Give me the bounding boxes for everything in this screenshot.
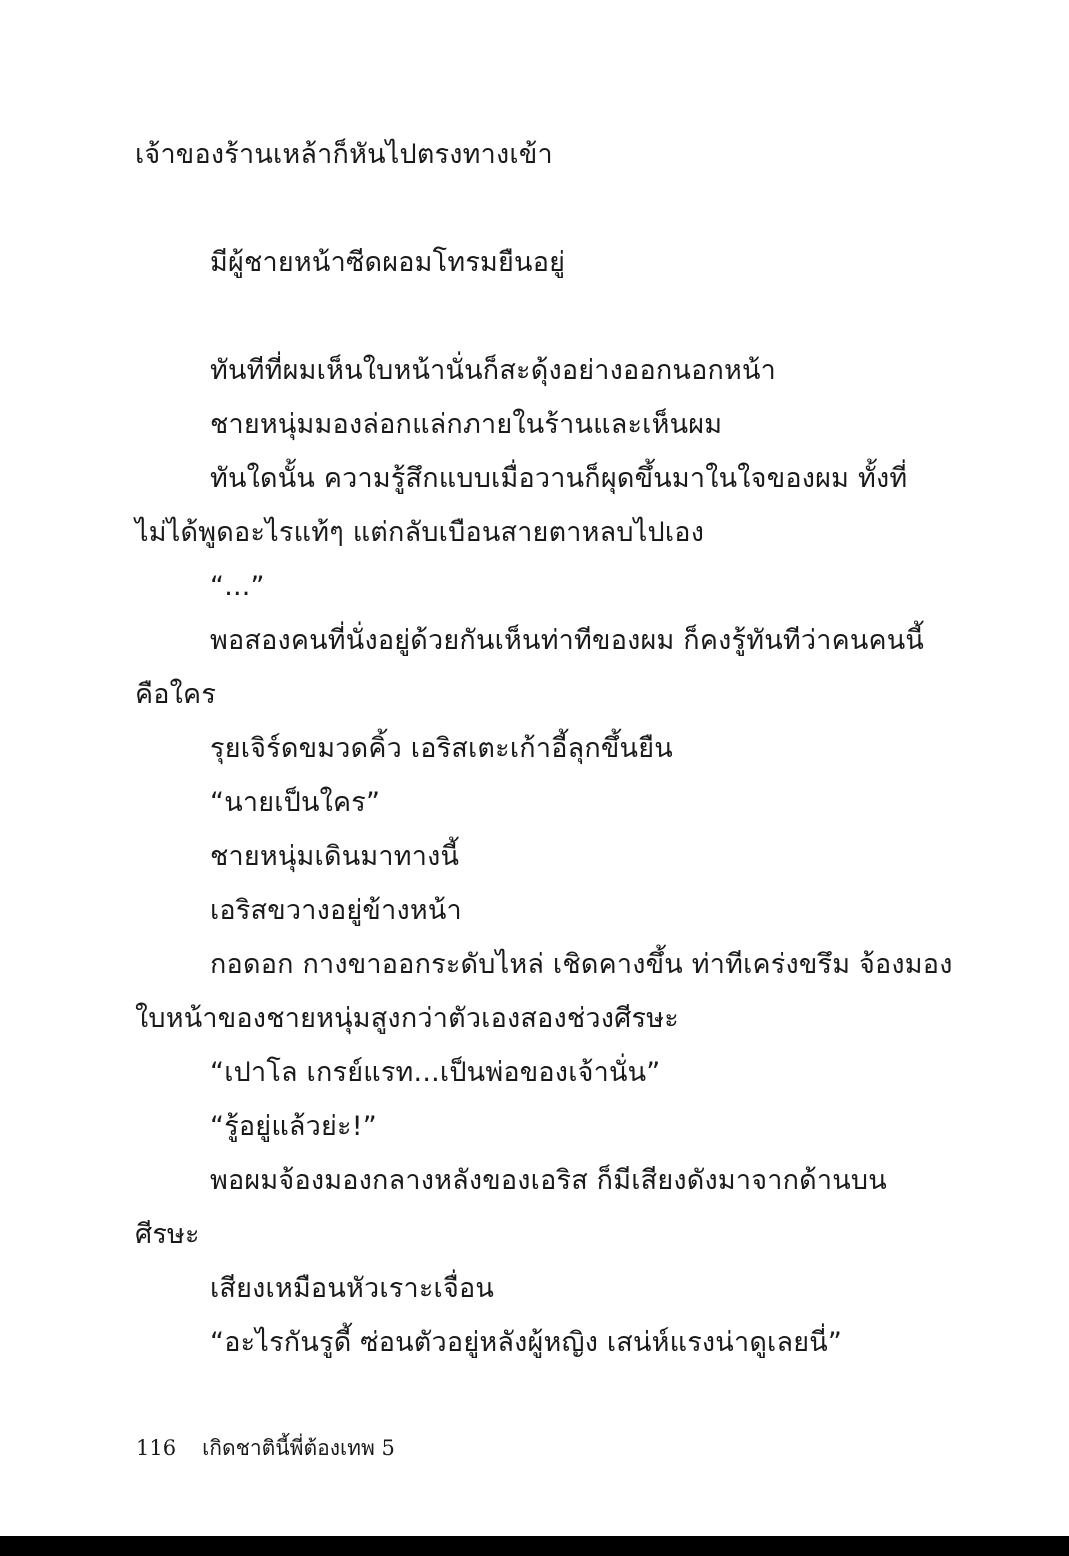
text-line: เอริสขวางอยู่ข้างหน้า <box>210 895 462 926</box>
text-line: พอสองคนที่นั่งอยู่ด้วยกันเห็นท่าทีของผม ก็คงรู้ทันทีว่าคนคนนี้ <box>210 625 925 656</box>
text-line: เจ้าของร้านเหล้าก็หันไปตรงทางเข้า <box>135 139 553 170</box>
page-footer <box>136 1433 395 1463</box>
text-line: ทันใดนั้น ความรู้สึกแบบเมื่อวานก็ผุดขึ้นมาในใจของผม ทั้งที่ <box>210 463 908 494</box>
text-line: เสียงเหมือนหัวเราะเจื่อน <box>210 1273 495 1304</box>
text-line: “...” <box>210 571 265 602</box>
text-line: “รู้อยู่แล้วย่ะ!” <box>210 1111 377 1142</box>
text-line: มีผู้ชายหน้าซีดผอมโทรมยืนอยู่ <box>210 247 566 278</box>
page-number: 116 <box>136 1436 177 1460</box>
text-line: กอดอก กางขาออกระดับไหล่ เชิดคางขึ้น ท่าทีเคร่งขรึม จ้องมอง <box>210 949 953 980</box>
text-line: รุยเจิร์ดขมวดคิ้ว เอริสเตะเก้าอี้ลุกขึ้นยืน <box>210 733 673 764</box>
text-line: “เปาโล เกรย์แรท...เป็นพ่อของเจ้านั่น” <box>210 1057 661 1088</box>
book-title: เกิดชาตินี้พี่ต้องเทพ 5 <box>202 1436 395 1460</box>
text-line: “นายเป็นใคร” <box>210 787 381 818</box>
text-line: คือใคร <box>135 679 217 710</box>
text-line: “อะไรกันรูดี้ ซ่อนตัวอยู่หลังผู้หญิง เสน่ห์แรงน่าดูเลยนี่” <box>210 1327 843 1358</box>
text-line: ไม่ได้พูดอะไรแท้ๆ แต่กลับเบือนสายตาหลบไปเอง <box>135 517 705 548</box>
text-line: ชายหนุ่มเดินมาทางนี้ <box>210 841 460 872</box>
text-line: ชายหนุ่มมองล่อกแล่กภายในร้านและเห็นผม <box>210 409 723 440</box>
text-line: ใบหน้าของชายหนุ่มสูงกว่าตัวเองสองช่วงศีรษะ <box>135 1003 679 1034</box>
text-line: พอผมจ้องมองกลางหลังของเอริส ก็มีเสียงดังมาจากด้านบน <box>210 1165 887 1196</box>
text-line: ทันทีที่ผมเห็นใบหน้านั่นก็สะดุ้งอย่างออกนอกหน้า <box>210 355 777 386</box>
text-line: ศีรษะ <box>135 1219 200 1250</box>
scan-edge-bar <box>0 1536 1069 1556</box>
